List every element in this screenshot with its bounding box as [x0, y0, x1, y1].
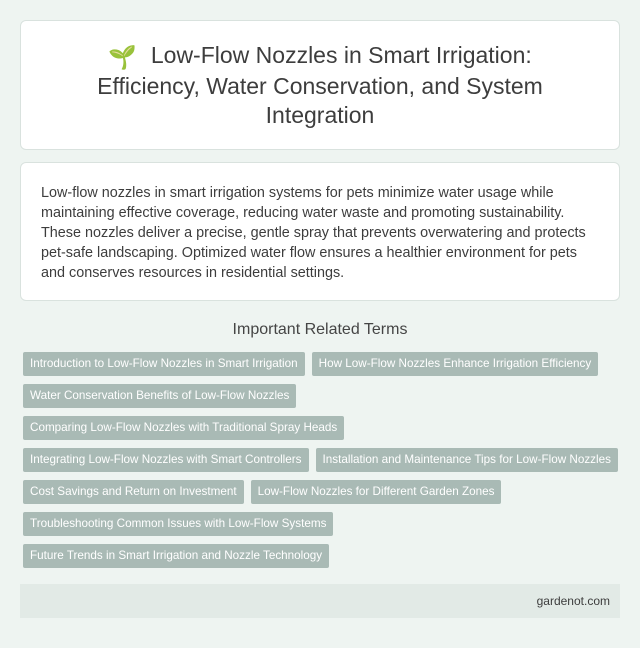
summary-card	[20, 162, 620, 301]
related-term-tag[interactable]: Installation and Maintenance Tips for Low-Flow Nozzles	[316, 448, 618, 472]
page-title	[61, 41, 579, 130]
related-terms-heading: Important Related Terms	[232, 321, 408, 338]
related-term-tag[interactable]: Introduction to Low-Flow Nozzles in Smart Irrigation	[23, 352, 305, 376]
related-term-tag[interactable]: Future Trends in Smart Irrigation and Nozzle Technology	[23, 544, 329, 568]
summary-text: Low-flow nozzles in smart irrigation systems for pets minimize water usage while maintaining effective coverage, reducing water waste and promoting sustainability. These nozzles deliver a precise, gentle spray that prevents overwatering and protects pet-safe landscaping. Optimized water flow ensures a healthier environment for pets and conserves resources in residential settings.	[41, 185, 586, 281]
seedling-icon: 🌱	[108, 43, 137, 70]
related-terms-list	[23, 352, 623, 568]
footer	[20, 584, 620, 618]
related-term-tag[interactable]: Water Conservation Benefits of Low-Flow Nozzles	[23, 384, 296, 408]
related-term-tag[interactable]: Comparing Low-Flow Nozzles with Traditional Spray Heads	[23, 416, 344, 440]
related-term-tag[interactable]: Low-Flow Nozzles for Different Garden Zones	[251, 480, 502, 504]
related-term-tag[interactable]: Integrating Low-Flow Nozzles with Smart Controllers	[23, 448, 309, 472]
title-card	[20, 20, 620, 150]
related-term-tag[interactable]: Cost Savings and Return on Investment	[23, 480, 244, 504]
related-term-tag[interactable]: Troubleshooting Common Issues with Low-Flow Systems	[23, 512, 333, 536]
related-term-tag[interactable]: How Low-Flow Nozzles Enhance Irrigation Efficiency	[312, 352, 599, 376]
footer-site-link[interactable]: gardenot.com	[536, 594, 610, 608]
page-title-text: Low-Flow Nozzles in Smart Irrigation: Efficiency, Water Conservation, and System Integration	[97, 41, 543, 128]
